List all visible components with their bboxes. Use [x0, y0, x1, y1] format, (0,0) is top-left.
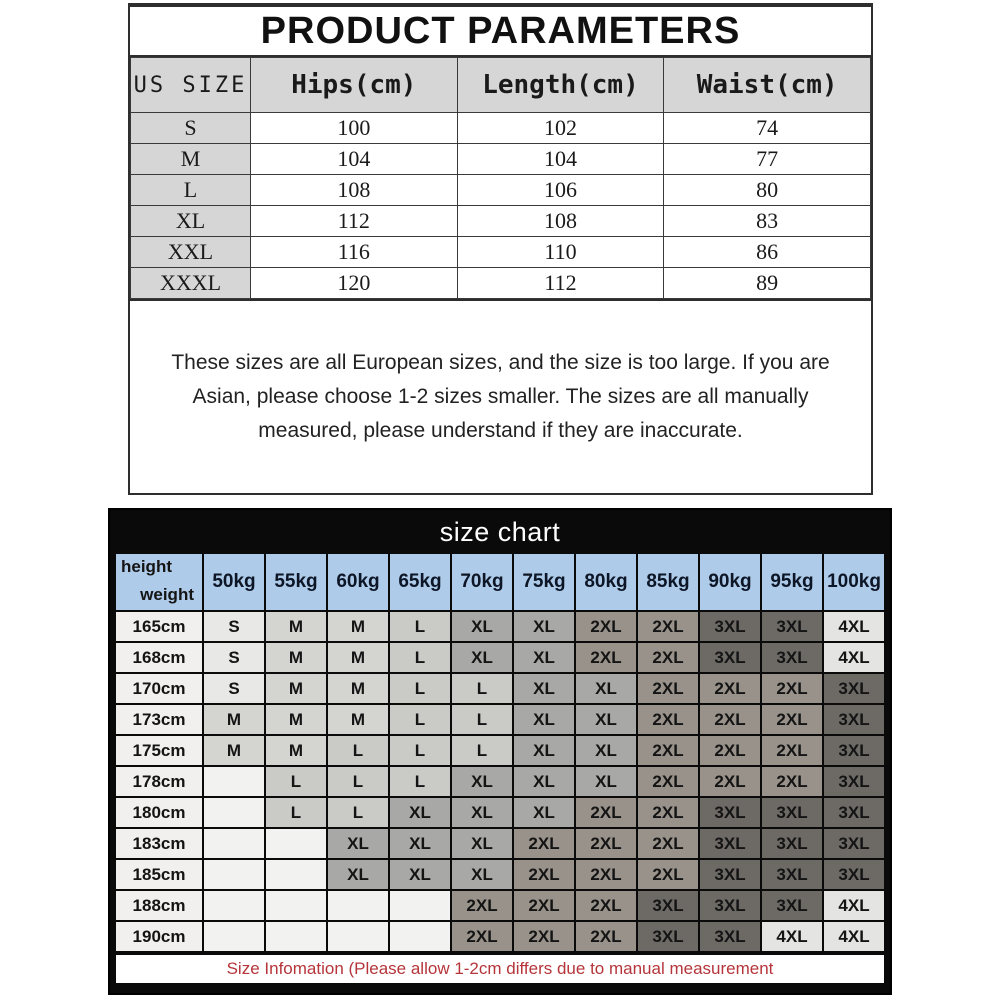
table-header-row — [131, 58, 871, 113]
size-cell: 3XL — [762, 829, 822, 858]
size-cell: 3XL — [762, 860, 822, 889]
size-cell-empty — [204, 922, 264, 951]
size-cell: 2XL — [514, 860, 574, 889]
size-cell: XL — [514, 736, 574, 765]
length-value-cell: 108 — [457, 206, 664, 237]
size-cell: XL — [390, 798, 450, 827]
size-chart-grid — [116, 554, 884, 951]
size-cell: 3XL — [762, 798, 822, 827]
size-cell: 2XL — [638, 798, 698, 827]
size-cell: 3XL — [700, 829, 760, 858]
size-cell: M — [328, 705, 388, 734]
size-cell: 3XL — [700, 891, 760, 920]
size-cell-empty — [204, 767, 264, 796]
size-value-cell: S — [131, 113, 251, 144]
size-cell: L — [390, 767, 450, 796]
size-cell: 2XL — [576, 612, 636, 641]
size-cell: 2XL — [452, 891, 512, 920]
size-cell-empty — [266, 860, 326, 889]
size-cell: 2XL — [700, 736, 760, 765]
size-cell: 4XL — [824, 643, 884, 672]
size-value-cell: XL — [131, 206, 251, 237]
size-cell-empty — [204, 798, 264, 827]
size-cell: XL — [452, 798, 512, 827]
hips-value-cell: 116 — [251, 237, 458, 268]
column-header-us-size: US SIZE — [131, 58, 251, 113]
size-cell: S — [204, 643, 264, 672]
weight-column-header: 90kg — [700, 554, 760, 610]
size-cell: XL — [328, 829, 388, 858]
size-cell: 2XL — [638, 705, 698, 734]
size-cell: L — [390, 705, 450, 734]
size-cell: L — [390, 736, 450, 765]
product-parameters-panel — [128, 3, 873, 495]
size-cell: S — [204, 612, 264, 641]
size-cell: L — [452, 674, 512, 703]
column-header-length: Length(cm) — [457, 58, 664, 113]
size-cell-empty — [204, 891, 264, 920]
size-cell-empty — [328, 891, 388, 920]
size-cell: M — [266, 643, 326, 672]
column-header-waist: Waist(cm) — [664, 58, 871, 113]
height-row-header: 185cm — [116, 860, 202, 889]
size-cell: 2XL — [638, 736, 698, 765]
waist-value-cell: 74 — [664, 113, 871, 144]
size-value-cell: XXXL — [131, 268, 251, 299]
size-cell: 3XL — [638, 891, 698, 920]
size-cell: M — [204, 736, 264, 765]
size-cell: XL — [328, 860, 388, 889]
size-cell: 2XL — [638, 767, 698, 796]
size-cell: XL — [514, 798, 574, 827]
size-cell: 2XL — [700, 674, 760, 703]
size-cell: 3XL — [700, 643, 760, 672]
waist-value-cell: 89 — [664, 268, 871, 299]
size-cell: 3XL — [824, 767, 884, 796]
size-cell: L — [452, 736, 512, 765]
size-cell: 4XL — [824, 891, 884, 920]
weight-column-header: 80kg — [576, 554, 636, 610]
size-cell: XL — [452, 829, 512, 858]
size-cell-empty — [328, 922, 388, 951]
size-cell: XL — [452, 643, 512, 672]
hips-value-cell: 108 — [251, 175, 458, 206]
size-cell: L — [266, 798, 326, 827]
height-row-header: 175cm — [116, 736, 202, 765]
size-cell: 2XL — [638, 829, 698, 858]
size-cell: 3XL — [824, 860, 884, 889]
size-cell: L — [390, 643, 450, 672]
size-cell: 3XL — [700, 922, 760, 951]
size-cell: L — [328, 767, 388, 796]
product-parameters-table — [130, 57, 871, 299]
size-cell: M — [266, 736, 326, 765]
waist-value-cell: 77 — [664, 144, 871, 175]
size-cell: L — [328, 736, 388, 765]
size-cell: 2XL — [514, 829, 574, 858]
size-cell: M — [328, 674, 388, 703]
height-row-header: 168cm — [116, 643, 202, 672]
size-cell: XL — [576, 705, 636, 734]
weight-column-header: 75kg — [514, 554, 574, 610]
size-cell-empty — [266, 891, 326, 920]
size-cell: 2XL — [762, 767, 822, 796]
size-chart-panel — [108, 508, 892, 995]
weight-column-header: 100kg — [824, 554, 884, 610]
size-cell: 3XL — [638, 922, 698, 951]
size-cell: 3XL — [824, 829, 884, 858]
size-cell: M — [328, 612, 388, 641]
size-cell: L — [452, 705, 512, 734]
size-cell: 4XL — [824, 922, 884, 951]
size-cell: L — [266, 767, 326, 796]
size-cell: 2XL — [576, 922, 636, 951]
size-cell: 3XL — [762, 612, 822, 641]
hips-value-cell: 100 — [251, 113, 458, 144]
size-cell: XL — [390, 829, 450, 858]
size-cell: 2XL — [762, 705, 822, 734]
size-cell: 3XL — [762, 643, 822, 672]
table-row — [131, 175, 871, 206]
size-cell: 2XL — [576, 798, 636, 827]
size-cell: 2XL — [638, 674, 698, 703]
size-cell: 2XL — [638, 643, 698, 672]
height-row-header: 173cm — [116, 705, 202, 734]
length-value-cell: 106 — [457, 175, 664, 206]
length-value-cell: 104 — [457, 144, 664, 175]
waist-value-cell: 86 — [664, 237, 871, 268]
product-parameters-title: PRODUCT PARAMETERS — [130, 7, 871, 57]
height-row-header: 180cm — [116, 798, 202, 827]
size-chart-title: size chart — [439, 516, 561, 547]
height-row-header: 183cm — [116, 829, 202, 858]
size-cell: XL — [576, 736, 636, 765]
size-cell: XL — [452, 860, 512, 889]
weight-column-header: 60kg — [328, 554, 388, 610]
corner-weight-label: weight — [140, 585, 194, 604]
size-cell: L — [328, 798, 388, 827]
size-cell: 2XL — [576, 829, 636, 858]
size-cell: 2XL — [700, 705, 760, 734]
size-cell-empty — [390, 891, 450, 920]
size-cell-empty — [266, 829, 326, 858]
corner-height-label: height — [121, 557, 172, 576]
size-cell: L — [390, 674, 450, 703]
waist-value-cell: 80 — [664, 175, 871, 206]
weight-column-header: 65kg — [390, 554, 450, 610]
hips-value-cell: 112 — [251, 206, 458, 237]
size-cell: XL — [514, 705, 574, 734]
size-cell: 3XL — [824, 736, 884, 765]
height-row-header: 165cm — [116, 612, 202, 641]
table-row — [131, 113, 871, 144]
height-weight-corner-cell — [116, 554, 202, 610]
size-cell: XL — [514, 643, 574, 672]
size-cell: XL — [514, 612, 574, 641]
table-row — [131, 237, 871, 268]
size-cell: 2XL — [514, 922, 574, 951]
size-cell-empty — [266, 922, 326, 951]
size-cell-empty — [390, 922, 450, 951]
waist-value-cell: 83 — [664, 206, 871, 237]
weight-column-header: 95kg — [762, 554, 822, 610]
size-cell: 2XL — [638, 860, 698, 889]
size-cell: 2XL — [576, 860, 636, 889]
size-cell: 3XL — [824, 798, 884, 827]
size-cell: 2XL — [700, 767, 760, 796]
size-chart-footer-note: Size Infomation (Please allow 1-2cm differs due to manual measurement — [116, 955, 884, 983]
size-value-cell: M — [131, 144, 251, 175]
size-cell: 3XL — [824, 705, 884, 734]
size-cell: 2XL — [638, 612, 698, 641]
size-note-text: These sizes are all European sizes, and the size is too large. If you are Asian, please choose 1-2 sizes smaller. The sizes are all manually measured, please understand if they are inaccurate. — [130, 299, 871, 493]
size-value-cell: XXL — [131, 237, 251, 268]
size-cell: 3XL — [824, 674, 884, 703]
size-cell: 3XL — [762, 891, 822, 920]
size-cell: 2XL — [762, 674, 822, 703]
size-cell: M — [266, 674, 326, 703]
weight-column-header: 50kg — [204, 554, 264, 610]
hips-value-cell: 104 — [251, 144, 458, 175]
size-cell: XL — [576, 674, 636, 703]
size-cell: S — [204, 674, 264, 703]
table-row — [131, 206, 871, 237]
size-cell: M — [328, 643, 388, 672]
size-cell: XL — [452, 612, 512, 641]
size-cell: XL — [514, 674, 574, 703]
height-row-header: 188cm — [116, 891, 202, 920]
weight-column-header: 70kg — [452, 554, 512, 610]
size-cell: 2XL — [576, 643, 636, 672]
size-cell: XL — [390, 860, 450, 889]
size-cell: XL — [514, 767, 574, 796]
size-cell: 2XL — [452, 922, 512, 951]
size-cell: XL — [452, 767, 512, 796]
size-cell: M — [204, 705, 264, 734]
hips-value-cell: 120 — [251, 268, 458, 299]
table-row — [131, 268, 871, 299]
size-cell: 3XL — [700, 798, 760, 827]
size-cell: M — [266, 705, 326, 734]
size-cell: M — [266, 612, 326, 641]
size-cell: L — [390, 612, 450, 641]
length-value-cell: 110 — [457, 237, 664, 268]
size-value-cell: L — [131, 175, 251, 206]
weight-column-header: 85kg — [638, 554, 698, 610]
height-row-header: 190cm — [116, 922, 202, 951]
length-value-cell: 102 — [457, 113, 664, 144]
size-cell: 3XL — [700, 612, 760, 641]
size-cell-empty — [204, 829, 264, 858]
size-cell: XL — [576, 767, 636, 796]
height-row-header: 170cm — [116, 674, 202, 703]
size-cell: 4XL — [824, 612, 884, 641]
size-cell: 2XL — [514, 891, 574, 920]
height-row-header: 178cm — [116, 767, 202, 796]
table-row — [131, 144, 871, 175]
size-cell: 3XL — [700, 860, 760, 889]
size-cell-empty — [204, 860, 264, 889]
size-cell: 2XL — [762, 736, 822, 765]
length-value-cell: 112 — [457, 268, 664, 299]
weight-column-header: 55kg — [266, 554, 326, 610]
column-header-hips: Hips(cm) — [251, 58, 458, 113]
size-cell: 4XL — [762, 922, 822, 951]
size-cell: 2XL — [576, 891, 636, 920]
